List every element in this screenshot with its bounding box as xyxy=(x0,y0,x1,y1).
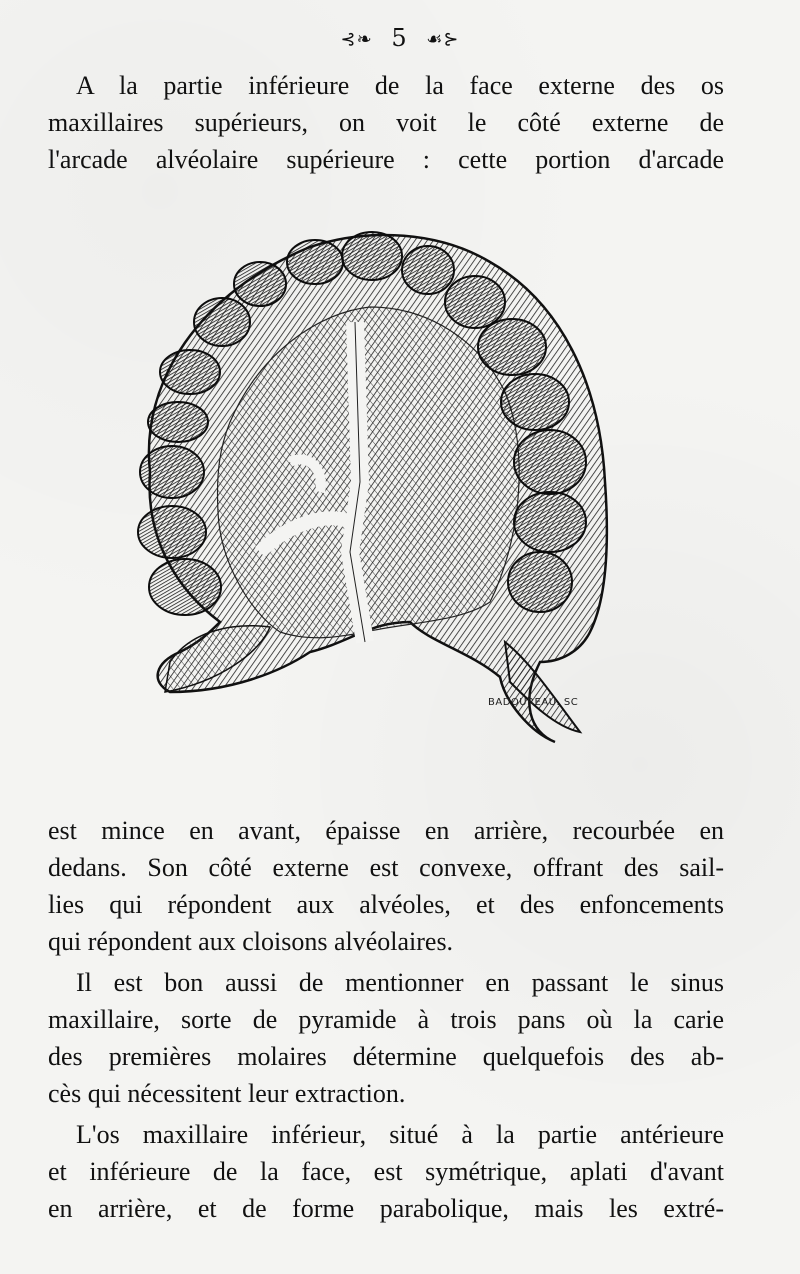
paragraph xyxy=(48,964,724,1112)
anatomical-figure xyxy=(110,222,630,752)
text-line: cès qui nécessitent leur extraction. xyxy=(48,1079,406,1108)
text-block-bottom xyxy=(48,812,724,1231)
paragraph xyxy=(48,67,724,178)
text-line: l'arcade alvéolaire supérieure : cette portion d'arcade xyxy=(48,145,724,174)
text-line: est mince en avant, épaisse en arrière, recourbée en xyxy=(48,816,724,845)
text-line: lies qui répondent aux alvéoles, et des enfoncements xyxy=(48,890,724,919)
ornament-left-icon: ⊰❧ xyxy=(340,29,373,50)
text-line: A la partie inférieure de la face externe des os xyxy=(76,71,724,100)
text-block-top xyxy=(48,67,724,182)
engraver-signature: BADOUREAU. SC xyxy=(488,697,579,708)
paragraph xyxy=(48,812,724,960)
page-number: 5 xyxy=(391,24,408,52)
text-line: L'os maxillaire inférieur, situé à la partie antérieure xyxy=(76,1120,724,1149)
ornament-right-icon: ☙⊱ xyxy=(426,29,460,50)
text-line: des premières molaires détermine quelquefois des ab- xyxy=(48,1042,724,1071)
text-line: maxillaires supérieurs, on voit le côté externe de xyxy=(48,108,724,137)
page-header xyxy=(0,24,800,52)
text-line: maxillaire, sorte de pyramide à trois pans où la carie xyxy=(48,1005,724,1034)
maxillary-arch-illustration xyxy=(110,222,630,752)
paragraph xyxy=(48,1116,724,1227)
text-line: Il est bon aussi de mentionner en passant le sinus xyxy=(76,968,724,997)
text-line: en arrière, et de forme parabolique, mais les extré- xyxy=(48,1194,724,1223)
text-line: qui répondent aux cloisons alvéolaires. xyxy=(48,927,454,956)
text-line: et inférieure de la face, est symétrique, aplati d'avant xyxy=(48,1157,724,1186)
text-line: dedans. Son côté externe est convexe, offrant des sail- xyxy=(48,853,724,882)
